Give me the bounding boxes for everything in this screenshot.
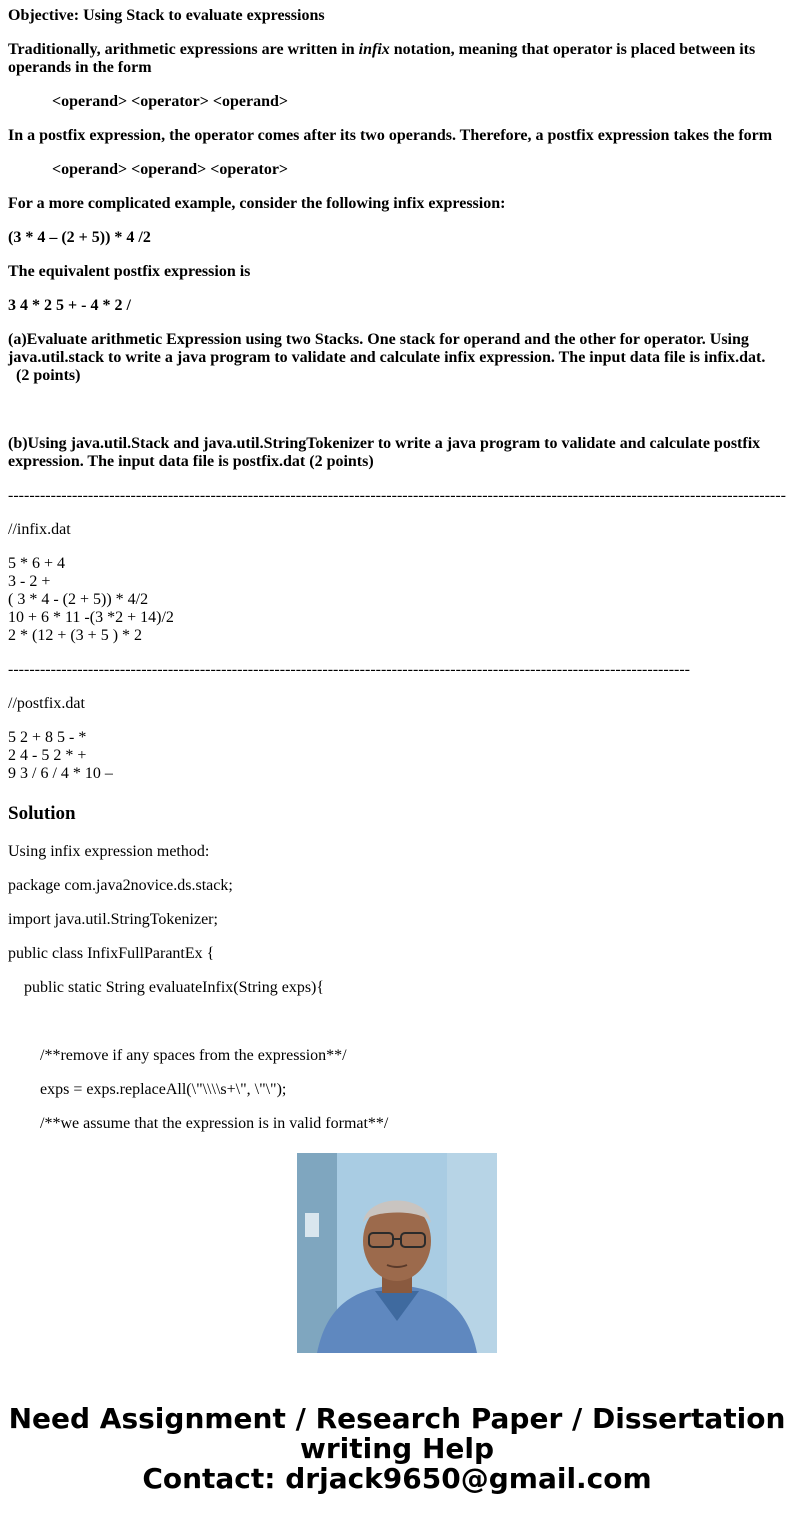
divider-long: --------------------------------------------------------------------------------------------------------------------------------------------------	[8, 487, 786, 504]
code-class-decl: public class InfixFullParantEx {	[8, 945, 215, 962]
portrait-image	[297, 1153, 497, 1353]
task-a-line3: (2 points)	[16, 367, 81, 384]
solution-method: Using infix expression method:	[8, 843, 210, 860]
postfix-line: 5 2 + 8 5 - *	[8, 729, 87, 746]
intro-paragraph	[8, 41, 778, 77]
author-photo	[297, 1153, 497, 1353]
code-package: package com.java2novice.ds.stack;	[8, 877, 233, 894]
code-comment: /**we assume that the expression is in valid format**/	[40, 1115, 389, 1132]
postfix-form: <operand> <operand> <operator>	[52, 161, 289, 178]
task-a-line1: (a)Evaluate arithmetic Expression using two Stacks. One stack for operand and the other for operator. Using	[8, 331, 749, 348]
infix-line: 2 * (12 + (3 + 5 ) * 2	[8, 627, 143, 644]
infix-line: 5 * 6 + 4	[8, 555, 66, 572]
promo-line2: writing Help	[299, 1432, 495, 1465]
code-method-decl: public static String evaluateInfix(String exps){	[24, 979, 325, 996]
code-import: import java.util.StringTokenizer;	[8, 911, 218, 928]
code-comment: /**remove if any spaces from the expression**/	[40, 1047, 347, 1064]
infix-form: <operand> <operator> <operand>	[52, 93, 289, 110]
equivalent-label: The equivalent postfix expression is	[8, 263, 251, 280]
objective-heading: Objective: Using Stack to evaluate expressions	[8, 7, 325, 24]
promo-contact: Contact: drjack9650@gmail.com	[142, 1462, 652, 1495]
postfix-line: 9 3 / 6 / 4 * 10 –	[8, 765, 113, 782]
postfix-intro: In a postfix expression, the operator comes after its two operands. Therefore, a postfix expression takes the form	[8, 127, 773, 144]
postfix-line: 2 4 - 5 2 * +	[8, 747, 87, 764]
intro-italic-infix: infix	[358, 41, 390, 58]
solution-heading: Solution	[8, 803, 76, 824]
example-postfix: 3 4 * 2 5 + - 4 * 2 /	[8, 297, 131, 314]
intro-text-before: Traditionally, arithmetic expressions are written in	[8, 41, 359, 58]
task-b-line1: (b)Using java.util.Stack and java.util.StringTokenizer to write a java program to validate and calculate postfix	[8, 435, 761, 452]
infix-file-title: //infix.dat	[8, 521, 71, 538]
postfix-file-title: //postfix.dat	[8, 695, 85, 712]
promo-line1: Need Assignment / Research Paper / Dissertation	[8, 1402, 786, 1435]
code-line: exps = exps.replaceAll(\"\\\\s+\", \"\");	[40, 1081, 287, 1098]
intro-text-after: notation, meaning that operator is placed between its operands in the form	[8, 41, 756, 76]
infix-line: 10 + 6 * 11 -(3 *2 + 14)/2	[8, 609, 174, 626]
example-infix: (3 * 4 – (2 + 5)) * 4 /2	[8, 229, 151, 246]
complicated-intro: For a more complicated example, consider the following infix expression:	[8, 195, 506, 212]
infix-line: 3 - 2 +	[8, 573, 51, 590]
divider-short: --------------------------------------------------------------------------------------------------------------------------------	[8, 661, 690, 678]
infix-line: ( 3 * 4 - (2 + 5)) * 4/2	[8, 591, 149, 608]
task-a-line2: java.util.stack to write a java program to validate and calculate infix expression. The input data file is infix.dat.	[8, 349, 766, 366]
task-b-line2: expression. The input data file is postfix.dat (2 points)	[8, 453, 374, 470]
